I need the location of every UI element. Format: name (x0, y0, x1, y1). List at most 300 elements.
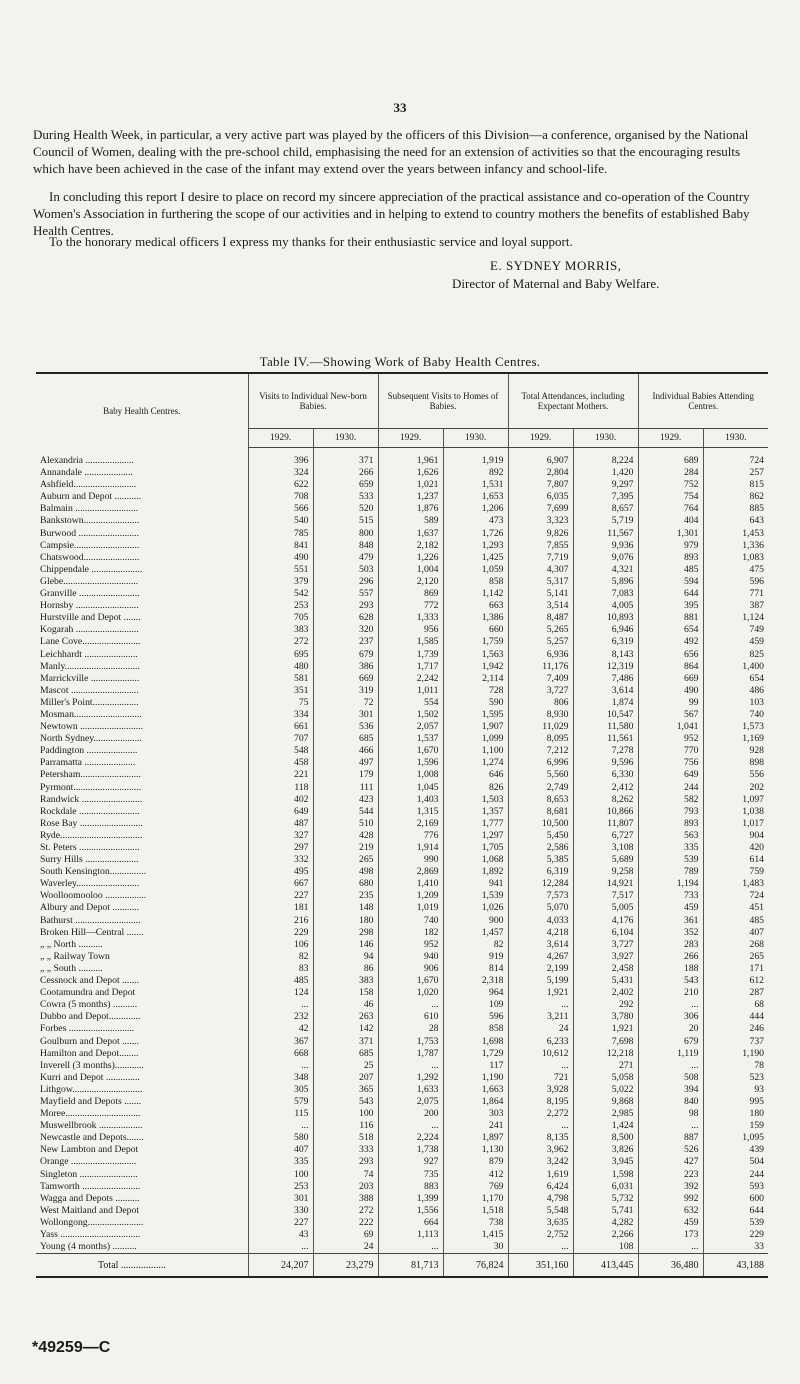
centre-name-cell: Waverley.......................... (40, 878, 140, 890)
value-cell: 1,663 (443, 1084, 508, 1096)
value-cell: 7,486 (573, 673, 638, 685)
table-row (36, 612, 768, 624)
value-cell: 330 (248, 1205, 313, 1217)
value-cell: 589 (378, 515, 443, 527)
total-value-cell: 81,713 (378, 1254, 443, 1278)
value-cell: 628 (313, 612, 378, 624)
value-cell: 1,190 (703, 1048, 768, 1060)
value-cell: 1,907 (443, 721, 508, 733)
value-cell: 504 (703, 1156, 768, 1168)
value-cell: 24 (313, 1241, 378, 1254)
value-cell: 8,224 (573, 455, 638, 467)
value-cell: 554 (378, 697, 443, 709)
value-cell: 815 (703, 479, 768, 491)
value-cell: 769 (443, 1181, 508, 1193)
total-label-cell: Total .................. (36, 1254, 248, 1278)
value-cell: 669 (313, 673, 378, 685)
value-cell: 352 (638, 927, 703, 939)
value-cell: 266 (638, 951, 703, 963)
value-cell: 1,537 (378, 733, 443, 745)
value-cell: 75 (248, 697, 313, 709)
value-cell: 2,458 (573, 963, 638, 975)
table-row (36, 636, 768, 648)
value-cell: 735 (378, 1169, 443, 1181)
table-row (36, 1132, 768, 1144)
value-cell: 2,804 (508, 467, 573, 479)
value-cell: 4,033 (508, 915, 573, 927)
value-cell: 9,826 (508, 528, 573, 540)
value-cell: 1,226 (378, 552, 443, 564)
total-value-cell: 76,824 (443, 1254, 508, 1278)
table-row (36, 1193, 768, 1205)
table-row (36, 733, 768, 745)
value-cell: 305 (248, 1084, 313, 1096)
value-cell: 1,483 (703, 878, 768, 890)
value-cell: 333 (313, 1144, 378, 1156)
value-cell: 1,095 (703, 1132, 768, 1144)
centre-column-header: Baby Health Centres. (36, 373, 248, 448)
value-cell: 1,633 (378, 1084, 443, 1096)
centre-name-cell: Goulburn and Depot ....... (40, 1035, 140, 1047)
table-row (36, 455, 768, 467)
value-cell: 596 (703, 576, 768, 588)
value-cell: 3,927 (573, 951, 638, 963)
value-cell: 7,699 (508, 503, 573, 515)
value-cell: 1,336 (703, 540, 768, 552)
centre-name-cell: Woolloomooloo ................. (40, 890, 147, 902)
total-value-cell: 413,445 (573, 1254, 638, 1278)
value-cell: 263 (313, 1011, 378, 1023)
table-row (36, 1011, 768, 1023)
value-cell: 124 (248, 987, 313, 999)
value-cell: 764 (638, 503, 703, 515)
value-cell: 2,752 (508, 1229, 573, 1241)
value-cell: 656 (638, 649, 703, 661)
value-cell: 590 (443, 697, 508, 709)
value-cell: 1,739 (378, 649, 443, 661)
value-cell: 3,945 (573, 1156, 638, 1168)
value-cell: 12,319 (573, 661, 638, 673)
year-header: 1930. (313, 429, 378, 448)
table-row (36, 1156, 768, 1168)
value-cell: 1,777 (443, 818, 508, 830)
centre-name-cell: Kogarah .......................... (40, 624, 139, 636)
value-cell: 182 (378, 927, 443, 939)
value-cell: 219 (313, 842, 378, 854)
value-cell: 1,099 (443, 733, 508, 745)
value-cell: 43 (248, 1229, 313, 1241)
value-cell: 1,100 (443, 745, 508, 757)
value-cell: 1,596 (378, 757, 443, 769)
value-cell: 2,169 (378, 818, 443, 830)
centre-name-cell: Yass ................................. (40, 1229, 141, 1240)
value-cell: 11,176 (508, 661, 573, 673)
value-cell: 12,218 (573, 1048, 638, 1060)
value-cell: 644 (638, 588, 703, 600)
value-cell: 1,670 (378, 745, 443, 757)
value-cell: 1,726 (443, 528, 508, 540)
total-value-cell: 24,207 (248, 1254, 313, 1278)
value-cell: 770 (638, 745, 703, 757)
value-cell: 733 (638, 890, 703, 902)
value-cell: 293 (313, 1156, 378, 1168)
value-cell: 1,921 (573, 1023, 638, 1035)
table-row (36, 1217, 768, 1229)
value-cell: 1,738 (378, 1144, 443, 1156)
value-cell: 72 (313, 697, 378, 709)
value-cell: 1,194 (638, 878, 703, 890)
value-cell: 427 (638, 1156, 703, 1168)
value-cell: 759 (703, 866, 768, 878)
value-cell: 5,005 (573, 902, 638, 914)
value-cell: 480 (248, 661, 313, 673)
value-cell: 7,409 (508, 673, 573, 685)
value-cell: ... (508, 1120, 573, 1132)
value-cell: 737 (703, 1036, 768, 1048)
value-cell: 284 (638, 467, 703, 479)
value-cell: 556 (703, 769, 768, 781)
value-cell: 179 (313, 769, 378, 781)
value-cell: 885 (703, 503, 768, 515)
value-cell: 6,319 (573, 636, 638, 648)
value-cell: 142 (313, 1023, 378, 1035)
table-row (36, 1096, 768, 1108)
value-cell: 1,315 (378, 806, 443, 818)
value-cell: 612 (703, 975, 768, 987)
table-row (36, 624, 768, 636)
value-cell: 8,487 (508, 612, 573, 624)
table-total-row (36, 1254, 768, 1278)
centre-name-cell: Pyrmont............................ (40, 781, 142, 793)
table-row (36, 939, 768, 951)
value-cell: 869 (378, 588, 443, 600)
value-cell: 1,019 (378, 902, 443, 914)
value-cell: 402 (248, 794, 313, 806)
value-cell: 244 (703, 1169, 768, 1181)
centre-name-cell: Campsie........................... (40, 539, 140, 551)
year-header: 1929. (248, 429, 313, 448)
value-cell: 9,936 (573, 540, 638, 552)
value-cell: 1,518 (443, 1205, 508, 1217)
value-cell: 928 (703, 745, 768, 757)
table-group-header-row (36, 373, 768, 429)
value-cell: 508 (638, 1072, 703, 1084)
value-cell: 883 (378, 1181, 443, 1193)
centre-name-cell: Kurri and Depot .............. (40, 1071, 140, 1083)
value-cell: 1,020 (378, 987, 443, 999)
value-cell: 825 (703, 649, 768, 661)
value-cell: 1,059 (443, 564, 508, 576)
value-cell: 1,068 (443, 854, 508, 866)
value-cell: 1,502 (378, 709, 443, 721)
value-cell: 487 (248, 818, 313, 830)
value-cell: 990 (378, 854, 443, 866)
value-cell: 303 (443, 1108, 508, 1120)
value-cell: 7,395 (573, 491, 638, 503)
value-cell: 539 (638, 854, 703, 866)
table-row (36, 673, 768, 685)
value-cell: 1,124 (703, 612, 768, 624)
value-cell: 1,598 (573, 1169, 638, 1181)
value-cell: 579 (248, 1096, 313, 1108)
year-header: 1929. (638, 429, 703, 448)
value-cell: 3,928 (508, 1084, 573, 1096)
value-cell: 11,580 (573, 721, 638, 733)
table-row (36, 999, 768, 1011)
value-cell: 510 (313, 818, 378, 830)
value-cell: 2,266 (573, 1229, 638, 1241)
year-header: 1929. (508, 429, 573, 448)
centre-name-cell: Bankstown....................... (40, 515, 140, 527)
value-cell: 459 (703, 636, 768, 648)
centre-name-cell: New Lambton and Depot (40, 1144, 139, 1156)
value-cell: 3,635 (508, 1217, 573, 1229)
value-cell: 287 (703, 987, 768, 999)
centre-name-cell: Leichhardt ...................... (40, 648, 138, 660)
value-cell: 1,038 (703, 806, 768, 818)
value-cell: 8,657 (573, 503, 638, 515)
paragraph-health-week: During Health Week, in particular, a very active part was played by the officers of this Division—a conference, organised by the National Council of Women, dealing with the pre-school child, emphasising the need for an extension of activities so that the encouraging results which have been achieved in the case of the infant may extend over the years between infancy and school-life. (33, 127, 749, 176)
value-cell: 1,457 (443, 927, 508, 939)
table-row (36, 1120, 768, 1132)
centre-name-cell: Cessnock and Depot ....... (40, 975, 140, 987)
centre-name-cell: Ashfield.......................... (40, 479, 137, 491)
value-cell: 1,539 (443, 890, 508, 902)
value-cell: 180 (313, 915, 378, 927)
signature-title: Director of Maternal and Baby Welfare. (452, 276, 660, 291)
value-cell: 235 (313, 890, 378, 902)
table-row (36, 721, 768, 733)
value-cell: 1,626 (378, 467, 443, 479)
value-cell: 383 (313, 975, 378, 987)
value-cell: 3,727 (508, 685, 573, 697)
value-cell: 253 (248, 1181, 313, 1193)
value-cell: 4,321 (573, 564, 638, 576)
centre-name-cell: Hornsby .......................... (40, 600, 139, 612)
value-cell: 222 (313, 1217, 378, 1229)
value-cell: 952 (638, 733, 703, 745)
centre-name-cell: Manly............................... (40, 660, 140, 672)
value-cell: 10,612 (508, 1048, 573, 1060)
value-cell: 11,567 (573, 528, 638, 540)
value-cell: 10,500 (508, 818, 573, 830)
value-cell: 1,011 (378, 685, 443, 697)
value-cell: 83 (248, 963, 313, 975)
value-cell: 1,008 (378, 769, 443, 781)
value-cell: 862 (703, 491, 768, 503)
year-header: 1930. (703, 429, 768, 448)
centre-name-cell: „ „ North .......... (40, 938, 103, 950)
value-cell: 1,729 (443, 1048, 508, 1060)
value-cell: 992 (638, 1193, 703, 1205)
page-number: 33 (393, 100, 407, 115)
value-cell: 78 (703, 1060, 768, 1072)
centre-name-cell: Moree............................... (40, 1108, 141, 1120)
value-cell: 9,868 (573, 1096, 638, 1108)
value-cell: 1,874 (573, 697, 638, 709)
value-cell: 8,262 (573, 794, 638, 806)
value-cell: 379 (248, 576, 313, 588)
table-row (36, 1084, 768, 1096)
table-body (36, 448, 768, 1278)
centre-name-cell: Dubbo and Depot............. (40, 1011, 141, 1023)
value-cell: 1,787 (378, 1048, 443, 1060)
year-header: 1929. (378, 429, 443, 448)
value-cell: 266 (313, 467, 378, 479)
table-row (36, 806, 768, 818)
centre-name-cell: „ „ South .......... (40, 962, 103, 974)
value-cell: 265 (703, 951, 768, 963)
value-cell: 756 (638, 757, 703, 769)
value-cell: ... (248, 1060, 313, 1072)
value-cell: 724 (703, 455, 768, 467)
centre-name-cell: Cowra (5 months) .......... (40, 999, 138, 1011)
value-cell: 892 (443, 467, 508, 479)
value-cell: 1,403 (378, 794, 443, 806)
table-row (36, 757, 768, 769)
value-cell: 42 (248, 1023, 313, 1035)
table-row (36, 685, 768, 697)
value-cell: ... (248, 1241, 313, 1254)
centre-name-cell: Mayfield and Depots ....... (40, 1095, 142, 1107)
value-cell: 1,759 (443, 636, 508, 648)
paragraph-concluding: In concluding this report I desire to place on record my sincere appreciation of the practical assistance and co-operation of the Country Women's Association in furthering the scope of our activities and in helping to extend to country mothers the benefits of established Baby Health Centres. (33, 189, 750, 238)
value-cell: 1,292 (378, 1072, 443, 1084)
value-cell: 3,780 (573, 1011, 638, 1023)
value-cell: 351 (248, 685, 313, 697)
centre-name-cell: Young (4 months) .......... (40, 1241, 137, 1253)
value-cell: 1,209 (378, 890, 443, 902)
value-cell: 271 (573, 1060, 638, 1072)
table-row (36, 890, 768, 902)
value-cell: 1,190 (443, 1072, 508, 1084)
value-cell: 227 (248, 890, 313, 902)
value-cell: 543 (638, 975, 703, 987)
value-cell: 900 (443, 915, 508, 927)
value-cell: 6,104 (573, 927, 638, 939)
table-row (36, 1181, 768, 1193)
value-cell: ... (508, 1060, 573, 1072)
value-cell: 6,936 (508, 649, 573, 661)
value-cell: 995 (703, 1096, 768, 1108)
value-cell: 785 (248, 528, 313, 540)
value-cell: 7,278 (573, 745, 638, 757)
value-cell: 5,141 (508, 588, 573, 600)
centre-name-cell: Forbes ........................... (40, 1023, 135, 1035)
value-cell: 386 (313, 661, 378, 673)
value-cell: 173 (638, 1229, 703, 1241)
value-cell: 5,689 (573, 854, 638, 866)
centre-name-cell: Rose Bay .......................... (40, 817, 143, 829)
value-cell: ... (638, 1060, 703, 1072)
value-cell: 1,942 (443, 661, 508, 673)
value-cell: 420 (703, 842, 768, 854)
value-cell: 8,143 (573, 649, 638, 661)
value-cell: 956 (378, 624, 443, 636)
value-cell: 738 (443, 1217, 508, 1229)
centre-name-cell: Mosman............................ (40, 708, 142, 720)
value-cell: 1,705 (443, 842, 508, 854)
value-cell: 1,864 (443, 1096, 508, 1108)
table-row (36, 503, 768, 515)
value-cell: 1,415 (443, 1229, 508, 1241)
total-value-cell: 351,160 (508, 1254, 573, 1278)
value-cell: 1,653 (443, 491, 508, 503)
value-cell: 644 (703, 1205, 768, 1217)
value-cell: 5,317 (508, 576, 573, 588)
value-cell: 146 (313, 939, 378, 951)
value-cell: 1,097 (703, 794, 768, 806)
value-cell: 459 (638, 902, 703, 914)
table-row (36, 842, 768, 854)
value-cell: 904 (703, 830, 768, 842)
value-cell: 2,985 (573, 1108, 638, 1120)
centre-name-cell: Cootamundra and Depot (40, 987, 136, 999)
table-caption: Table IV.—Showing Work of Baby Health Centres. (259, 354, 541, 369)
value-cell: 518 (313, 1132, 378, 1144)
value-cell: 841 (248, 540, 313, 552)
value-cell: 685 (313, 733, 378, 745)
value-cell: 2,749 (508, 782, 573, 794)
value-cell: 100 (248, 1169, 313, 1181)
value-cell: 1,453 (703, 528, 768, 540)
value-cell: 404 (638, 515, 703, 527)
value-cell: 1,876 (378, 503, 443, 515)
value-cell: 148 (313, 902, 378, 914)
value-cell: 171 (703, 963, 768, 975)
value-cell: 207 (313, 1072, 378, 1084)
value-cell: ... (378, 999, 443, 1011)
value-cell: 940 (378, 951, 443, 963)
value-cell: 297 (248, 842, 313, 854)
value-cell: 293 (313, 600, 378, 612)
value-cell: 301 (248, 1193, 313, 1205)
centre-name-cell: Granville ......................... (40, 588, 140, 600)
value-cell: 396 (248, 455, 313, 467)
value-cell: 952 (378, 939, 443, 951)
table-row (36, 975, 768, 987)
value-cell: 8,135 (508, 1132, 573, 1144)
value-cell: 4,267 (508, 951, 573, 963)
centre-name-cell: Annandale .................... (40, 467, 133, 479)
value-cell: 858 (443, 1023, 508, 1035)
value-cell: 1,619 (508, 1169, 573, 1181)
value-cell: 721 (508, 1072, 573, 1084)
value-cell: 622 (248, 479, 313, 491)
value-cell: 7,719 (508, 552, 573, 564)
value-cell: 5,560 (508, 769, 573, 781)
value-cell: 771 (703, 588, 768, 600)
value-cell: 1,113 (378, 1229, 443, 1241)
value-cell: 1,293 (443, 540, 508, 552)
value-cell: 1,637 (378, 528, 443, 540)
value-cell: 392 (638, 1181, 703, 1193)
value-cell: 6,031 (573, 1181, 638, 1193)
value-cell: 292 (573, 999, 638, 1011)
value-cell: 5,070 (508, 902, 573, 914)
value-cell: 439 (703, 1144, 768, 1156)
value-cell: 200 (378, 1108, 443, 1120)
value-cell: 1,169 (703, 733, 768, 745)
value-cell: 5,385 (508, 854, 573, 866)
value-cell: 5,257 (508, 636, 573, 648)
value-cell: 490 (638, 685, 703, 697)
value-cell: 881 (638, 612, 703, 624)
value-cell: 864 (638, 661, 703, 673)
centre-name-cell: Muswellbrook .................. (40, 1120, 143, 1132)
value-cell: 6,035 (508, 491, 573, 503)
value-cell: 5,022 (573, 1084, 638, 1096)
